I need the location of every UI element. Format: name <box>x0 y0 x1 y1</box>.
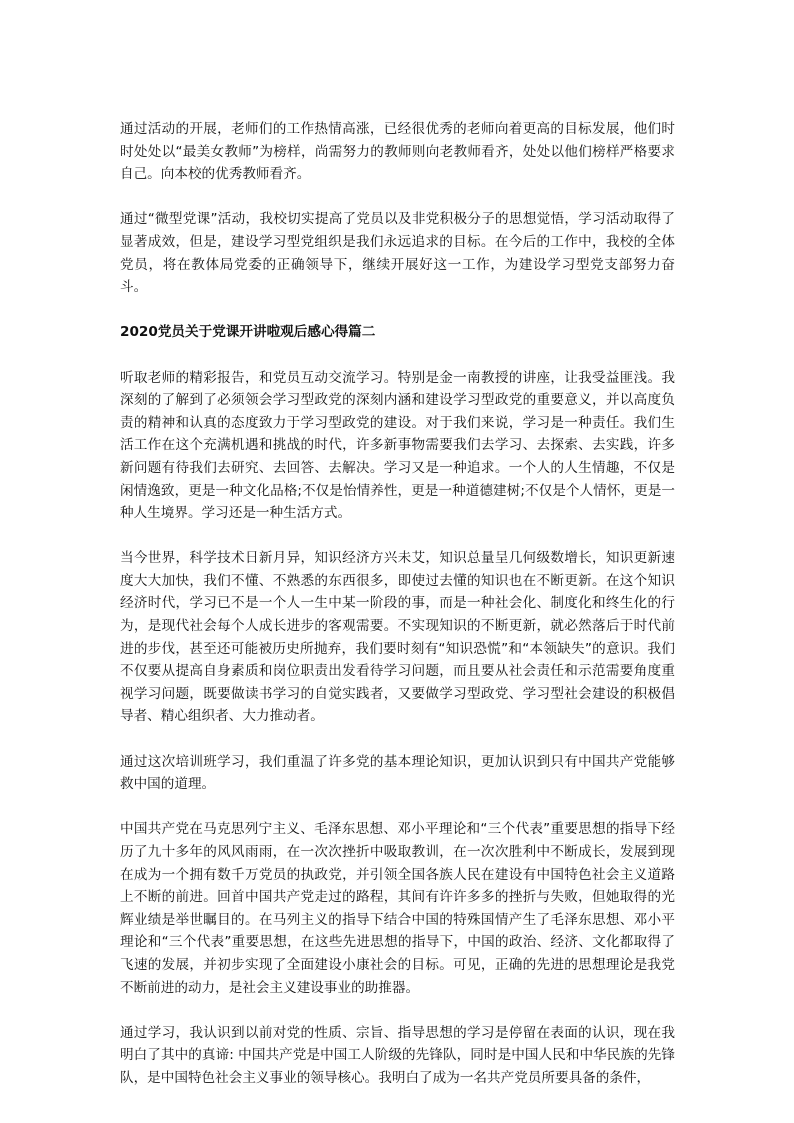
paragraph-teacher-activity: 通过活动的开展，老师们的工作热情高涨，已经很优秀的老师向着更高的目标发展，他们时时处处以“最美女教师”为榜样，尚需努力的教师则向老教师看齐，处处以他们榜样严格要求自己。向本校的优秀教师看齐。 <box>120 121 675 183</box>
section-heading: 2020党员关于党课开讲啦观后感心得篇二 <box>120 324 376 341</box>
paragraph-lecture-reflection: 听取老师的精彩报告，和党员互动交流学习。特别是金一南教授的讲座，让我受益匪浅。我深刻的了解到了必须领会学习型政党的深刻内涵和建设学习型政党的重要意义，并以高度负责的精神和认真的态度致力于学习型政党的建设。对于我们来说，学习是一种责任。我们生活工作在这个充满机遇和挑战的时代，许多新事物需要我们去学习、去探索、去实践，许多新问题有待我们去研究、去回答、去解决。学习又是一种追求。一个人的人生情趣，不仅是闲情逸致，更是一种文化品格;不仅是怡情养性，更是一种道德建树;不仅是个人情怀，更是一种人生境界。学习还是一种生活方式。 <box>120 369 675 522</box>
paragraph-knowledge-economy: 当今世界，科学技术日新月异，知识经济方兴未艾，知识总量呈几何级数增长，知识更新速度大大加快，我们不懂、不熟悉的东西很多，即使过去懂的知识也在不断更新。在这个知识经济时代，学习已不是一个人一生中某一阶段的事，而是一种社会化、制度化和终生化的行为，是现代社会每个人成长进步的客观需要。不实现知识的不断更新，就必然落后于时代前进的步伐，甚至还可能被历史所抛弃，我们要时刻有“知识恐慌”和“本领缺失”的意识。我们不仅要从提高自身素质和岗位职责出发看待学习问题，而且要从社会责任和示范需要角度重视学习问题，既要做读书学习的自觉实践者，又要做学习型政党、学习型社会建设的积极倡导者、精心组织者、大力推动者。 <box>120 550 675 725</box>
paragraph-training-review: 通过这次培训班学习，我们重温了许多党的基本理论知识，更加认识到只有中国共产党能够救中国的道理。 <box>120 753 675 793</box>
paragraph-party-history: 中国共产党在马克思列宁主义、毛泽东思想、邓小平理论和“三个代表”重要思想的指导下经历了九十多年的风风雨雨，在一次次挫折中吸取教训，在一次次胜利中不断成长，发展到现在成为一个拥有数千万党员的执政党，并引领全国各族人民在建设有中国特色社会主义道路上不断的前进。回首中国共产党走过的路程，其间有许许多多的挫折与失败，但她取得的光辉业绩是举世瞩目的。在马列主义的指导下结合中国的特殊国情产生了毛泽东思想、邓小平理论和“三个代表”重要思想，在这些先进思想的指导下，中国的政治、经济、文化都取得了飞速的发展，并初步实现了全面建设小康社会的目标。可见，正确的先进的思想理论是我党不断前进的动力，是社会主义建设事业的助推器。 <box>120 821 675 996</box>
paragraph-micro-party-lesson: 通过“微型党课”活动，我校切实提高了党员以及非党积极分子的思想觉悟，学习活动取得了显著成效，但是，建设学习型党组织是我们永远追求的目标。在今后的工作中，我校的全体党员，将在教体局党委的正确领导下，继续开展好这一工作，为建设学习型党支部努力奋斗。 <box>120 211 675 296</box>
document-page <box>120 118 675 1112</box>
paragraph-party-nature: 通过学习，我认识到以前对党的性质、宗旨、指导思想的学习是停留在表面的认识，现在我明白了其中的真谛: 中国共产党是中国工人阶级的先锋队，同时是中国人民和中华民族的先锋队，是中国特色社会主义事业的领导核心。我明白了成为一名共产党员所要具备的条件， <box>120 1024 675 1086</box>
